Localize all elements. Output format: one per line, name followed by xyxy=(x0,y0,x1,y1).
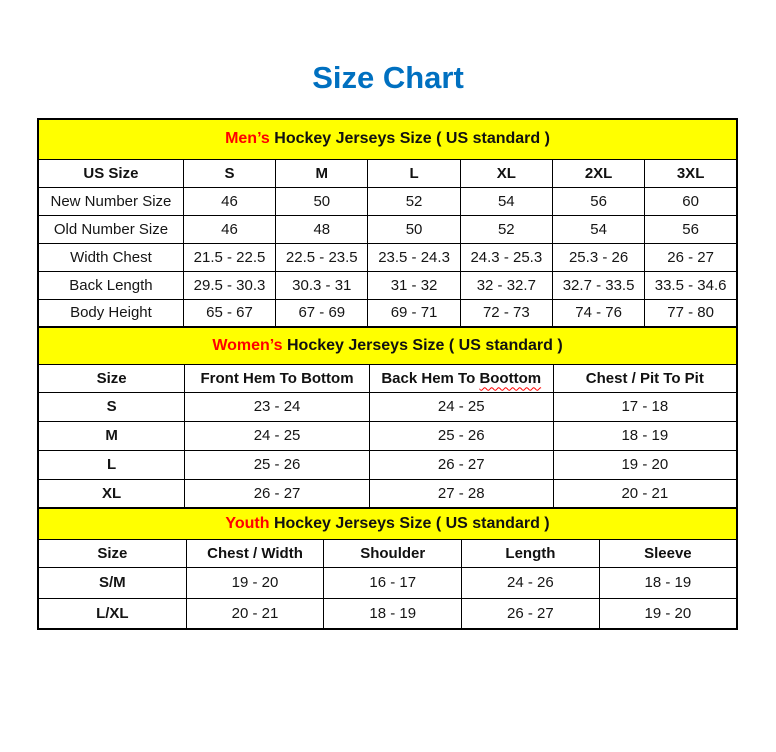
size-value-cell: 24.3 - 25.3 xyxy=(460,243,552,271)
youth-col-header-shoulder: Shoulder xyxy=(324,539,462,567)
size-value-cell: 25.3 - 26 xyxy=(552,243,644,271)
size-value-cell: 30.3 - 31 xyxy=(276,271,368,299)
size-value-cell: 32.7 - 33.5 xyxy=(552,271,644,299)
table-row xyxy=(38,271,737,299)
row-label: Width Chest xyxy=(38,243,183,271)
misspelled-word: Boottom xyxy=(479,369,542,387)
womens-header-row xyxy=(38,364,737,392)
size-value-cell: 23 - 24 xyxy=(185,392,370,421)
table-row xyxy=(38,598,737,629)
size-value-cell: 26 - 27 xyxy=(185,479,370,508)
youth-banner xyxy=(38,508,737,539)
youth-header-row xyxy=(38,539,737,567)
size-value-cell: 18 - 19 xyxy=(324,598,462,629)
size-value-cell: 32 - 32.7 xyxy=(460,271,552,299)
table-row xyxy=(38,567,737,598)
mens-col-header-xl: XL xyxy=(460,159,552,187)
table-row xyxy=(38,215,737,243)
youth-banner-row xyxy=(38,508,737,539)
table-row xyxy=(38,243,737,271)
row-label: L xyxy=(38,450,185,479)
mens-size-table xyxy=(37,118,738,328)
size-value-cell: 20 - 21 xyxy=(553,479,737,508)
row-label: S xyxy=(38,392,185,421)
row-label: Back Length xyxy=(38,271,183,299)
size-value-cell: 19 - 20 xyxy=(186,567,324,598)
size-value-cell: 50 xyxy=(368,215,460,243)
mens-col-header-us-size: US Size xyxy=(38,159,183,187)
size-value-cell: 50 xyxy=(276,187,368,215)
size-value-cell: 26 - 27 xyxy=(369,450,553,479)
row-label: Body Height xyxy=(38,299,183,327)
size-value-cell: 46 xyxy=(183,215,275,243)
table-row xyxy=(38,450,737,479)
mens-col-header-l: L xyxy=(368,159,460,187)
size-value-cell: 21.5 - 22.5 xyxy=(183,243,275,271)
size-value-cell: 25 - 26 xyxy=(369,421,553,450)
womens-banner-highlight: Women’s xyxy=(212,336,283,354)
mens-banner-highlight: Men’s xyxy=(225,130,270,148)
youth-col-header-size: Size xyxy=(38,539,186,567)
row-label: Old Number Size xyxy=(38,215,183,243)
size-value-cell: 24 - 26 xyxy=(462,567,600,598)
mens-col-header-m: M xyxy=(276,159,368,187)
womens-col-header-back-hem xyxy=(369,364,553,392)
mens-col-header-s: S xyxy=(183,159,275,187)
size-value-cell: 19 - 20 xyxy=(553,450,737,479)
size-value-cell: 29.5 - 30.3 xyxy=(183,271,275,299)
row-label: M xyxy=(38,421,185,450)
size-value-cell: 25 - 26 xyxy=(185,450,370,479)
size-value-cell: 56 xyxy=(645,215,737,243)
size-value-cell: 69 - 71 xyxy=(368,299,460,327)
size-value-cell: 74 - 76 xyxy=(552,299,644,327)
size-value-cell: 60 xyxy=(645,187,737,215)
row-label: New Number Size xyxy=(38,187,183,215)
mens-banner xyxy=(38,119,737,159)
size-value-cell: 26 - 27 xyxy=(645,243,737,271)
size-value-cell: 18 - 19 xyxy=(553,421,737,450)
size-value-cell: 67 - 69 xyxy=(276,299,368,327)
table-row xyxy=(38,299,737,327)
table-row xyxy=(38,187,737,215)
youth-banner-highlight: Youth xyxy=(225,514,270,532)
womens-col-header-chest: Chest / Pit To Pit xyxy=(553,364,737,392)
size-value-cell: 54 xyxy=(460,187,552,215)
mens-banner-rest: Hockey Jerseys Size ( US standard ) xyxy=(269,130,550,148)
size-value-cell: 16 - 17 xyxy=(324,567,462,598)
mens-banner-row xyxy=(38,119,737,159)
table-row xyxy=(38,421,737,450)
youth-col-header-sleeve: Sleeve xyxy=(599,539,737,567)
row-label: L/XL xyxy=(38,598,186,629)
womens-banner-rest: Hockey Jerseys Size ( US standard ) xyxy=(282,336,563,354)
size-value-cell: 31 - 32 xyxy=(368,271,460,299)
size-value-cell: 20 - 21 xyxy=(186,598,324,629)
youth-col-header-chest-width: Chest / Width xyxy=(186,539,324,567)
size-value-cell: 46 xyxy=(183,187,275,215)
womens-size-table xyxy=(37,326,738,509)
size-value-cell: 52 xyxy=(368,187,460,215)
row-label: S/M xyxy=(38,567,186,598)
size-value-cell: 72 - 73 xyxy=(460,299,552,327)
size-value-cell: 33.5 - 34.6 xyxy=(645,271,737,299)
size-value-cell: 54 xyxy=(552,215,644,243)
table-row xyxy=(38,479,737,508)
size-value-cell: 24 - 25 xyxy=(185,421,370,450)
womens-banner-row xyxy=(38,327,737,364)
womens-col-header-front-hem: Front Hem To Bottom xyxy=(185,364,370,392)
size-value-cell: 27 - 28 xyxy=(369,479,553,508)
table-row xyxy=(38,392,737,421)
mens-col-header-2xl: 2XL xyxy=(552,159,644,187)
youth-banner-rest: Hockey Jerseys Size ( US standard ) xyxy=(269,514,550,532)
size-value-cell: 52 xyxy=(460,215,552,243)
mens-header-row xyxy=(38,159,737,187)
youth-size-table xyxy=(37,507,738,630)
size-value-cell: 24 - 25 xyxy=(369,392,553,421)
size-value-cell: 22.5 - 23.5 xyxy=(276,243,368,271)
size-value-cell: 48 xyxy=(276,215,368,243)
womens-banner xyxy=(38,327,737,364)
row-label: XL xyxy=(38,479,185,508)
size-value-cell: 65 - 67 xyxy=(183,299,275,327)
size-value-cell: 17 - 18 xyxy=(553,392,737,421)
page-title: Size Chart xyxy=(312,60,464,95)
youth-col-header-length: Length xyxy=(462,539,600,567)
size-value-cell: 77 - 80 xyxy=(645,299,737,327)
womens-col-header-size: Size xyxy=(38,364,185,392)
size-chart-container xyxy=(37,118,738,630)
size-value-cell: 56 xyxy=(552,187,644,215)
mens-col-header-3xl: 3XL xyxy=(645,159,737,187)
size-value-cell: 18 - 19 xyxy=(599,567,737,598)
size-value-cell: 23.5 - 24.3 xyxy=(368,243,460,271)
size-value-cell: 19 - 20 xyxy=(599,598,737,629)
back-hem-prefix: Back Hem To xyxy=(381,369,480,387)
size-value-cell: 26 - 27 xyxy=(462,598,600,629)
